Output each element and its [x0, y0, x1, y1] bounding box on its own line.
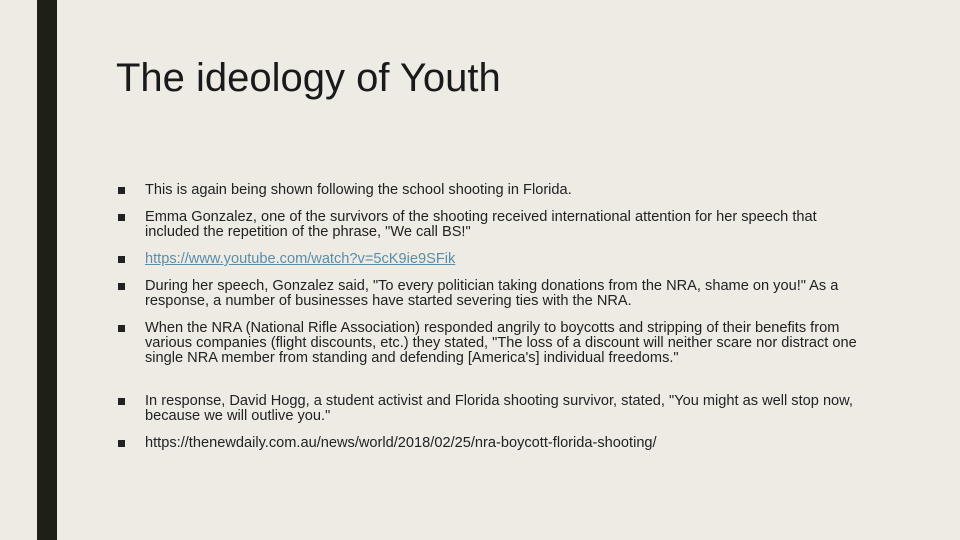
bullet-icon [118, 256, 125, 263]
bullet-text: When the NRA (National Rifle Association) responded angrily to boycotts and stripping of their benefits from various companies (flight discounts, etc.) they stated, "The loss of a discount will neither scare nor distract one single NRA member from standing and defending [America's] individual freedoms." [145, 320, 857, 366]
bullet-icon [118, 283, 125, 290]
youtube-link[interactable]: https://www.youtube.com/watch?v=5cK9ie9SFik [145, 251, 456, 267]
bullet-text: Emma Gonzalez, one of the survivors of the shooting received international attention for her speech that included the repetition of the phrase, "We call BS!" [145, 209, 817, 240]
bullet-text: In response, David Hogg, a student activist and Florida shooting survivor, stated, "You might as well stop now, because we will outlive you." [145, 393, 853, 424]
bullet-text: This is again being shown following the school shooting in Florida. [145, 182, 572, 198]
bullet-text: During her speech, Gonzalez said, "To every politician taking donations from the NRA, shame on you!" As a response, a number of businesses have started severing ties with the NRA. [145, 278, 839, 309]
slide-title: The ideology of Youth [116, 56, 501, 100]
accent-bar [37, 0, 57, 540]
bullet-icon [118, 398, 125, 405]
bullet-icon [118, 440, 125, 447]
bullet-icon [118, 214, 125, 221]
bullet-icon [118, 325, 125, 332]
source-url-text: https://thenewdaily.com.au/news/world/2018/02/25/nra-boycott-florida-shooting/ [145, 435, 657, 451]
bullet-icon [118, 187, 125, 194]
